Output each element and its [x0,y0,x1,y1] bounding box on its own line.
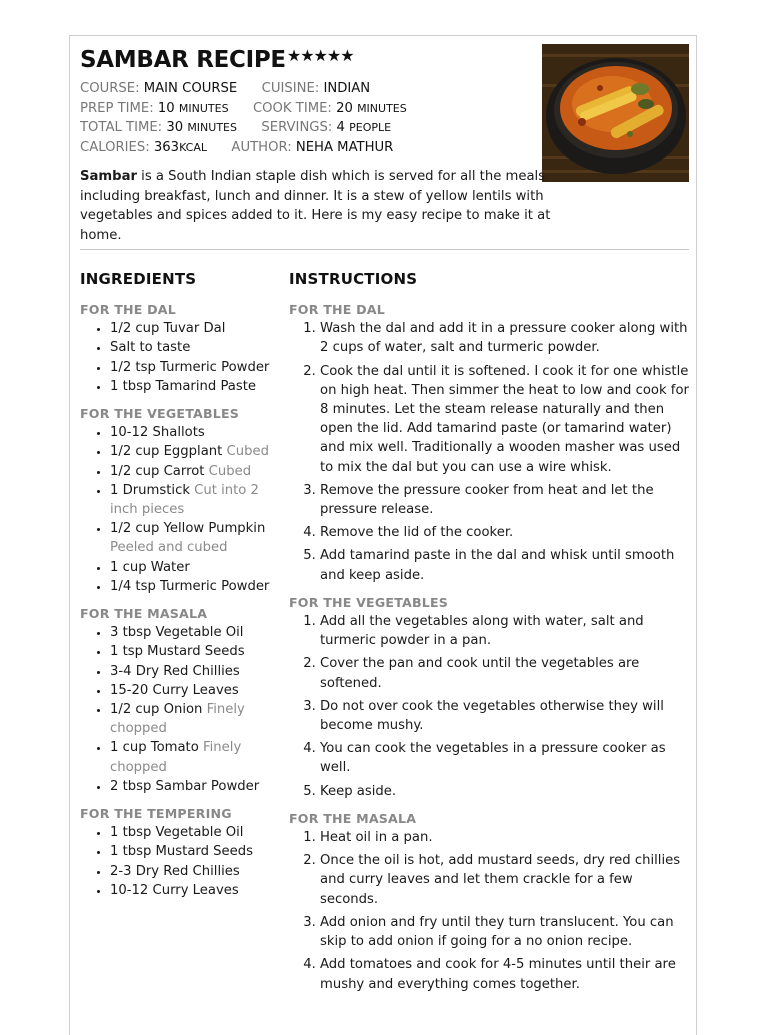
ingredient-item [110,423,275,442]
instructions-heading: INSTRUCTIONS [289,270,418,288]
ingredient-text: 1 Drumstick [110,482,190,498]
ingredient-text: 1/2 cup Onion [110,702,203,718]
instruction-step: 2. Once the oil is hot, add mustard seeds, dry red chillies and curry leaves and let them crackle for a few seconds. [320,851,694,909]
cuisine-value: INDIAN [323,81,371,96]
cuisine-label: CUISINE: [261,81,320,96]
instruction-step: 5. Add tamarind paste in the dal and whisk until smooth and keep aside. [320,546,694,584]
ingredient-group [80,300,275,396]
ingredient-group [80,804,275,900]
ingredient-text: 1 tsp Mustard Seeds [110,644,245,660]
ingredient-text: 1/2 cup Carrot [110,463,205,479]
instruction-group-title: FOR THE DAL [289,302,385,317]
star-icon[interactable]: ★★★★★ [286,46,354,65]
ingredient-item [110,700,275,738]
ingredient-text: 1/4 tsp Turmeric Powder [110,578,270,594]
course-value: MAIN COURSE [143,81,238,96]
meta-line-times [80,101,407,121]
ingredient-item [110,577,275,596]
instruction-step: 2. Cover the pan and cook until the vegetables are softened. [320,654,694,692]
instruction-step: 1. Heat oil in a pan. [320,828,694,847]
ingredient-text: 3 tbsp Vegetable Oil [110,625,244,641]
course-label: COURSE: [80,81,140,96]
instruction-group [289,593,694,801]
ingredient-item [110,662,275,681]
ingredient-group [80,604,275,796]
instruction-step: 2. Cook the dal until it is softened. I cook it for one whistle on high heat. Then simmer the heat to low and cook for 8 minutes. Let the steam release naturally and then open the lid. Add tamarind paste (or tamarind water) and mix well. Traditionally a wooden masher was used to mix the dal but you can use a wire whisk. [320,362,694,477]
instruction-step: 3. Add onion and fry until they turn translucent. You can skip to add onion if going for a no onion recipe. [320,913,694,951]
ingredient-text: 15-20 Curry Leaves [110,682,239,698]
ingredient-note: Cubed [208,463,252,479]
ingredient-item [110,319,275,338]
ingredient-text: 2 tbsp Sambar Powder [110,778,260,794]
ingredient-item [110,623,275,642]
meta-line-calories [80,140,407,160]
total-time-unit: MINUTES [187,121,237,135]
instruction-group-title: FOR THE VEGETABLES [289,594,449,610]
ingredient-text: 1 cup Water [110,559,190,575]
ingredient-text: 1 tbsp Tamarind Paste [110,378,257,394]
ingredient-group-title: FOR THE VEGETABLES [80,406,240,422]
instruction-step: 4. Add tomatoes and cook for 4-5 minutes until their are mushy and everything comes together. [320,955,694,993]
ingredient-text: 3-4 Dry Red Chillies [110,663,240,679]
instruction-group-title: FOR THE MASALA [289,810,417,826]
ingredient-text: Salt to taste [110,340,191,356]
instruction-steps [289,319,694,585]
ingredients-list [80,300,275,900]
ingredient-note: Finely chopped [110,740,242,775]
ingredient-item [110,681,275,700]
cook-time-value: 20 [336,100,353,116]
ingredient-items [80,823,275,900]
total-time-label: TOTAL TIME: [80,120,163,136]
ingredient-note: Cubed [226,444,269,460]
ingredient-text: 1/2 tsp Turmeric Powder [110,359,270,375]
calories-unit: KCAL [179,140,208,154]
ingredient-item [110,358,275,377]
instruction-group [289,300,694,585]
prep-time-label: PREP TIME: [80,100,154,116]
ingredient-group-title: FOR THE MASALA [80,606,208,622]
ingredient-note: Peeled and cubed [110,540,228,556]
recipe-title: SAMBAR RECIPE [80,47,286,73]
intro-text: is a South Indian staple dish which is served for all the meals including breakfast, lunch and dinner. It is a stew of yellow lentils with vegetables and spices added to it. Here is my easy recipe to make it at home. [80,169,551,243]
ingredients-heading: INGREDIENTS [80,270,197,288]
ingredient-text: 1/2 cup Tuvar Dal [110,321,226,337]
prep-time-unit: MINUTES [178,101,229,115]
ingredient-item [110,519,275,557]
recipe-intro [80,167,585,245]
instruction-step: 4. Remove the lid of the cooker. [320,523,694,542]
ingredient-item [110,338,275,357]
ingredient-text: 1/2 cup Eggplant [110,444,223,460]
ingredient-group-title: FOR THE TEMPERING [80,806,232,822]
servings-unit: PEOPLE [349,121,392,135]
ingredient-item [110,842,275,861]
ingredient-items [80,423,275,596]
ingredient-text: 1 tbsp Vegetable Oil [110,825,244,841]
ingredient-item [110,558,275,577]
intro-bold: Sambar [80,169,137,184]
ingredient-item [110,862,275,881]
instruction-step: 1. Wash the dal and add it in a pressure cooker along with 2 cups of water, salt and turmeric powder. [320,319,694,357]
recipe-meta [80,81,407,159]
rating-stars[interactable] [287,46,354,65]
ingredient-items [80,319,275,396]
title-row [80,46,354,73]
meta-line-total [80,120,407,140]
ingredient-item [110,377,275,396]
ingredient-text: 2-3 Dry Red Chillies [110,863,240,879]
ingredient-note: Finely chopped [110,702,245,737]
section-divider [80,249,689,250]
ingredient-group [80,404,275,596]
servings-label: SERVINGS: [261,120,333,136]
instruction-step: 4. You can cook the vegetables in a pressure cooker as well. [320,739,694,777]
calories-value: 363 [153,139,180,155]
author-value: NEHA MATHUR [295,139,394,155]
ingredient-item [110,462,275,481]
ingredient-text: 10-12 Shallots [110,425,205,441]
prep-time-value: 10 [157,100,175,116]
instruction-steps [289,612,694,801]
instruction-steps [289,828,694,994]
author-label: AUTHOR: [231,139,292,155]
ingredient-items [80,623,275,796]
calories-label: CALORIES: [80,139,150,155]
ingredient-item [110,823,275,842]
servings-value[interactable]: 4 [336,120,345,136]
ingredient-text: 1/2 cup Yellow Pumpkin [110,521,266,537]
ingredient-text: 1 tbsp Mustard Seeds [110,844,254,860]
sambar-bowl-image [542,44,689,182]
cook-time-unit: MINUTES [357,101,407,115]
ingredient-note: Cut into 2 inch pieces [110,482,259,518]
instruction-step: 3. Remove the pressure cooker from heat and let the pressure release. [320,481,694,519]
ingredient-item [110,738,275,776]
total-time-value: 30 [166,120,184,136]
instructions-list [289,300,694,998]
recipe-photo [542,44,689,182]
ingredient-item [110,881,275,900]
instruction-group [289,809,694,994]
ingredient-item [110,777,275,796]
instruction-step: 1. Add all the vegetables along with water, salt and turmeric powder in a pan. [320,612,694,650]
ingredient-group-title: FOR THE DAL [80,302,176,317]
instruction-step: 5. Keep aside. [320,782,694,801]
instruction-step: 3. Do not over cook the vegetables otherwise they will become mushy. [320,697,694,735]
recipe-card [69,35,697,1035]
ingredient-item [110,442,275,461]
ingredient-text: 1 cup Tomato [110,740,199,756]
ingredient-text: 10-12 Curry Leaves [110,882,239,898]
meta-line-course [80,81,407,101]
ingredient-item [110,642,275,661]
ingredient-item [110,481,275,519]
cook-time-label: COOK TIME: [252,100,332,116]
